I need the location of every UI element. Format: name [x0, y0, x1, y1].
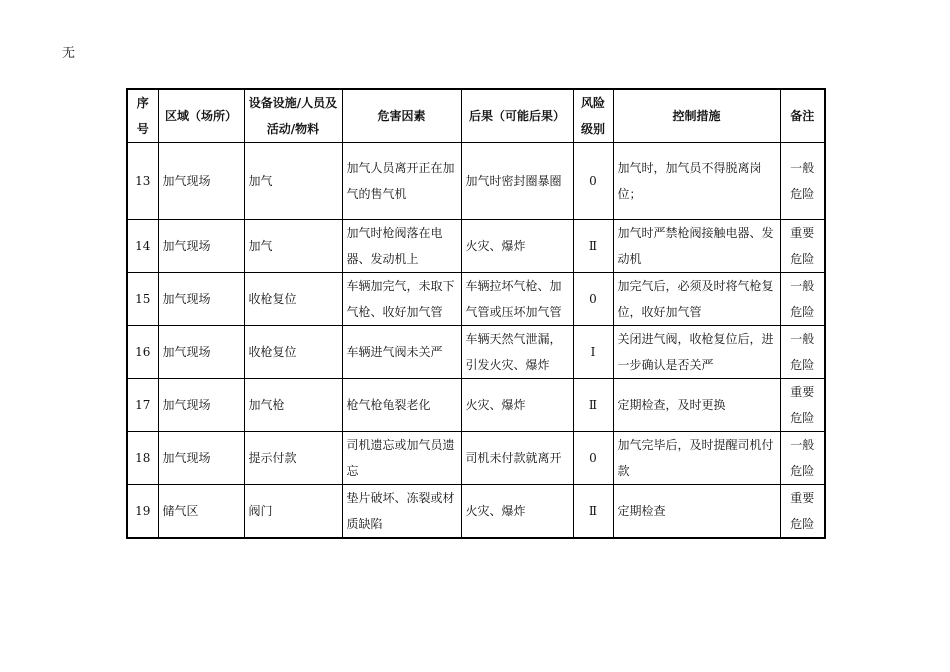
cell-level: 0: [573, 273, 613, 326]
cell-hazard: 车辆加完气，未取下气枪、收好加气管: [342, 273, 461, 326]
cell-no: 14: [127, 220, 158, 273]
cell-control: 定期检查: [613, 485, 780, 539]
cell-hazard: 司机遗忘或加气员遗忘: [342, 432, 461, 485]
cell-control: 加气完毕后，及时提醒司机付款: [613, 432, 780, 485]
header-area: 区域（场所）: [158, 89, 244, 143]
cell-area: 加气现场: [158, 220, 244, 273]
top-note: 无: [62, 46, 76, 61]
cell-consequence: 火灾、爆炸: [461, 485, 573, 539]
cell-area: 加气现场: [158, 326, 244, 379]
table-row: [127, 220, 825, 273]
cell-equipment: 收枪复位: [244, 273, 342, 326]
cell-remark: 一般危险: [780, 432, 825, 485]
header-row: [127, 89, 825, 143]
cell-control: 定期检查，及时更换: [613, 379, 780, 432]
table-row: [127, 485, 825, 539]
cell-remark: 重要危险: [780, 220, 825, 273]
cell-remark: 重要危险: [780, 485, 825, 539]
cell-control: 关闭进气阀，收枪复位后，进一步确认是否关严: [613, 326, 780, 379]
header-consequence: 后果（可能后果）: [461, 89, 573, 143]
header-hazard: 危害因素: [342, 89, 461, 143]
cell-no: 19: [127, 485, 158, 539]
cell-level: 0: [573, 432, 613, 485]
cell-consequence: 司机未付款就离开: [461, 432, 573, 485]
table-row: [127, 326, 825, 379]
cell-level: Ⅰ: [573, 326, 613, 379]
header-equipment: 设备设施/人员及活动/物料: [244, 89, 342, 143]
cell-consequence: 加气时密封圈暴圈: [461, 143, 573, 220]
header-level: 风险级别: [573, 89, 613, 143]
cell-equipment: 加气: [244, 220, 342, 273]
cell-remark: 一般危险: [780, 273, 825, 326]
cell-control: 加气时，加气员不得脱离岗位；: [613, 143, 780, 220]
cell-equipment: 阀门: [244, 485, 342, 539]
cell-hazard: 车辆进气阀未关严: [342, 326, 461, 379]
table-row: [127, 273, 825, 326]
header-no: 序号: [127, 89, 158, 143]
cell-consequence: 车辆天然气泄漏，引发火灾、爆炸: [461, 326, 573, 379]
cell-hazard: 枪气枪龟裂老化: [342, 379, 461, 432]
cell-level: 0: [573, 143, 613, 220]
cell-level: Ⅱ: [573, 220, 613, 273]
header-remark: 备注: [780, 89, 825, 143]
cell-consequence: 火灾、爆炸: [461, 220, 573, 273]
cell-remark: 重要危险: [780, 379, 825, 432]
cell-no: 13: [127, 143, 158, 220]
cell-no: 16: [127, 326, 158, 379]
cell-equipment: 加气枪: [244, 379, 342, 432]
cell-remark: 一般危险: [780, 326, 825, 379]
cell-area: 加气现场: [158, 379, 244, 432]
cell-hazard: 垫片破坏、冻裂或材质缺陷: [342, 485, 461, 539]
table-row: [127, 143, 825, 220]
hazard-table: [126, 88, 826, 539]
cell-area: 加气现场: [158, 143, 244, 220]
cell-no: 15: [127, 273, 158, 326]
cell-consequence: 火灾、爆炸: [461, 379, 573, 432]
cell-equipment: 加气: [244, 143, 342, 220]
cell-hazard: 加气时枪阀落在电器、发动机上: [342, 220, 461, 273]
cell-level: Ⅱ: [573, 485, 613, 539]
cell-no: 17: [127, 379, 158, 432]
cell-equipment: 提示付款: [244, 432, 342, 485]
cell-area: 储气区: [158, 485, 244, 539]
cell-level: Ⅱ: [573, 379, 613, 432]
cell-no: 18: [127, 432, 158, 485]
cell-area: 加气现场: [158, 273, 244, 326]
table-row: [127, 432, 825, 485]
cell-equipment: 收枪复位: [244, 326, 342, 379]
cell-hazard: 加气人员离开正在加气的售气机: [342, 143, 461, 220]
cell-remark: 一般危险: [780, 143, 825, 220]
cell-area: 加气现场: [158, 432, 244, 485]
table-row: [127, 379, 825, 432]
header-control: 控制措施: [613, 89, 780, 143]
cell-consequence: 车辆拉坏气枪、加气管或压坏加气管: [461, 273, 573, 326]
cell-control: 加完气后，必须及时将气枪复位，收好加气管: [613, 273, 780, 326]
cell-control: 加气时严禁枪阀接触电器、发动机: [613, 220, 780, 273]
